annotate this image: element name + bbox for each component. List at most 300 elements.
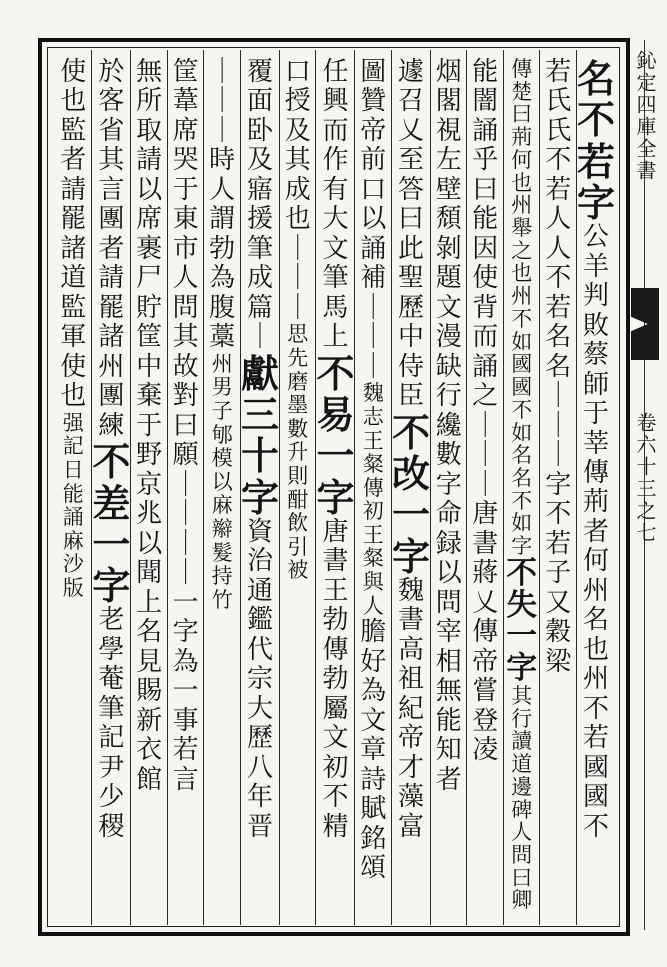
column-segment: [247, 518, 273, 842]
glyph: 勃: [209, 233, 236, 264]
glyph: 問: [511, 843, 533, 868]
glyph: ｜: [545, 410, 572, 441]
glyph: 言: [172, 764, 199, 795]
glyph: 子: [545, 558, 572, 589]
glyph: 志: [362, 404, 384, 429]
glyph: 貯: [136, 292, 163, 323]
glyph: 乂: [397, 115, 424, 146]
glyph: 梁: [545, 646, 572, 677]
glyph: 其: [284, 145, 311, 176]
glyph: 男: [211, 375, 233, 400]
glyph: 傳: [362, 475, 384, 500]
glyph: 不: [92, 439, 131, 485]
glyph: 磨: [287, 369, 309, 394]
glyph: 失: [506, 586, 538, 623]
glyph: ｜: [360, 292, 387, 323]
glyph: 缺: [435, 351, 462, 382]
text-column: [539, 50, 576, 925]
glyph: 傳: [472, 617, 499, 648]
glyph: 不: [391, 409, 430, 455]
column-segment: [287, 323, 308, 583]
glyph: 字: [92, 563, 131, 609]
glyph: ｜: [284, 263, 311, 294]
column-segment: [545, 58, 571, 677]
page-gutter: [631, 40, 659, 930]
glyph: 何: [582, 546, 609, 577]
glyph: 因: [472, 233, 499, 264]
glyph: 州: [582, 575, 609, 606]
glyph: 遽: [397, 57, 424, 87]
glyph: 膽: [360, 617, 387, 648]
glyph: 年: [246, 782, 273, 813]
glyph: 邊: [511, 774, 533, 799]
glyph: 州: [511, 284, 533, 309]
glyph: 名: [576, 56, 615, 101]
glyph: 一: [506, 618, 538, 655]
column-segment: [316, 350, 355, 520]
column-segment: [247, 58, 273, 353]
glyph: 不: [511, 488, 533, 513]
glyph: 模: [211, 446, 233, 471]
glyph: 召: [397, 86, 424, 117]
text-columns: [55, 50, 615, 925]
glyph: 頌: [360, 853, 387, 884]
glyph: 章: [360, 735, 387, 766]
glyph: 版: [62, 575, 84, 600]
glyph: 行: [511, 706, 533, 731]
text-column: [240, 50, 279, 925]
glyph: 團: [98, 381, 125, 412]
glyph: 左: [435, 145, 462, 176]
glyph: 人: [209, 174, 236, 205]
glyph: 者: [435, 764, 462, 795]
glyph: 為: [360, 676, 387, 707]
glyph: 不: [545, 263, 572, 294]
glyph: 面: [246, 86, 273, 117]
glyph: 引: [287, 534, 309, 559]
glyph: 賜: [136, 676, 163, 707]
glyph: 若: [582, 723, 609, 754]
glyph: 筆: [98, 693, 125, 724]
glyph: 授: [284, 86, 311, 117]
text-column: [279, 50, 316, 925]
glyph: 名: [545, 322, 572, 353]
glyph: 寤: [246, 174, 273, 205]
glyph: 故: [172, 351, 199, 382]
glyph: 請: [98, 263, 125, 294]
glyph: 稷: [98, 811, 125, 842]
glyph: 請: [60, 174, 87, 205]
glyph: 祖: [397, 664, 424, 695]
glyph: 卿: [511, 888, 533, 913]
glyph: 賦: [360, 794, 387, 825]
glyph: 竹: [211, 587, 233, 612]
glyph: 州: [211, 351, 233, 376]
text-column: [391, 50, 430, 925]
glyph: 及: [284, 115, 311, 146]
glyph: 文: [322, 723, 349, 754]
glyph: ｜: [472, 440, 499, 471]
glyph: 登: [472, 705, 499, 736]
glyph: 唐: [472, 499, 499, 530]
column-segment: [360, 618, 386, 883]
glyph: 判: [582, 281, 609, 312]
glyph: 學: [98, 634, 125, 665]
glyph: 州: [582, 664, 609, 695]
glyph: 傳: [322, 634, 349, 665]
glyph: 改: [391, 451, 430, 497]
glyph: 魏: [362, 381, 384, 406]
glyph: 市: [172, 233, 199, 264]
glyph: 不: [511, 397, 533, 422]
glyph: 諸: [60, 233, 87, 264]
glyph: 上: [136, 587, 163, 618]
glyph: 烟: [435, 57, 462, 87]
glyph: 名: [136, 617, 163, 648]
glyph: 字: [240, 474, 279, 520]
glyph: 代: [246, 634, 273, 665]
glyph: 易: [316, 392, 355, 438]
glyph: 歷: [397, 292, 424, 323]
glyph: 補: [360, 263, 387, 294]
glyph: 墨: [287, 393, 309, 418]
text-column: [203, 50, 240, 925]
glyph: 乂: [472, 587, 499, 618]
glyph: 道: [60, 263, 87, 294]
column-segment: [398, 577, 424, 842]
glyph: 此: [397, 233, 424, 264]
glyph: 事: [172, 705, 199, 736]
glyph: 初: [322, 752, 349, 783]
glyph: 日: [62, 458, 84, 482]
glyph: 為: [172, 646, 199, 677]
fold-mark-icon: [631, 288, 659, 360]
glyph: 行: [435, 381, 462, 412]
glyph: 氏: [545, 86, 572, 117]
glyph: 于: [136, 410, 163, 441]
glyph: ｜: [209, 115, 236, 146]
column-segment: [98, 58, 124, 441]
text-column: [91, 50, 130, 925]
glyph: 三: [240, 392, 279, 438]
text-column: [55, 50, 91, 925]
column-segment: [511, 58, 532, 558]
glyph: 團: [98, 204, 125, 235]
glyph: 升: [287, 440, 309, 465]
glyph: ｜: [360, 351, 387, 382]
glyph: ｜: [284, 292, 311, 323]
glyph: 言: [98, 174, 125, 205]
glyph: 客: [98, 86, 125, 117]
glyph: 羊: [582, 251, 609, 282]
glyph: 馬: [322, 292, 349, 323]
glyph: 紀: [397, 693, 424, 724]
glyph: 敗: [582, 310, 609, 341]
glyph: 聖: [397, 263, 424, 294]
glyph: 闇: [472, 86, 499, 117]
glyph: 子: [211, 399, 233, 424]
glyph: 鑑: [246, 605, 273, 636]
glyph: 篇: [246, 292, 273, 323]
glyph: 覆: [246, 57, 273, 87]
glyph: 誦: [472, 115, 499, 146]
glyph: 公: [582, 222, 609, 253]
glyph: ｜: [172, 469, 199, 500]
glyph: 監: [60, 115, 87, 146]
glyph: 嘗: [472, 676, 499, 707]
glyph: 尹: [98, 752, 125, 783]
glyph: ｜: [172, 558, 199, 589]
glyph: 以: [136, 174, 163, 205]
glyph: 以: [211, 469, 233, 494]
glyph: 帝: [360, 115, 387, 146]
glyph: 粲: [362, 452, 384, 477]
glyph: 纔: [435, 410, 462, 441]
column-segment: [436, 58, 462, 795]
glyph: 字: [576, 179, 615, 225]
glyph: 州: [98, 351, 125, 382]
column-segment: [63, 412, 84, 601]
glyph: 人: [362, 593, 384, 618]
glyph: 對: [172, 381, 199, 412]
glyph: 背: [472, 292, 499, 323]
glyph: 大: [246, 693, 273, 724]
glyph: 腹: [209, 292, 236, 323]
glyph: 也: [60, 381, 87, 412]
glyph: 之: [511, 238, 533, 263]
glyph: 如: [511, 511, 533, 536]
column-segment: [506, 554, 538, 687]
glyph: 席: [136, 204, 163, 235]
glyph: 及: [246, 145, 273, 176]
glyph: 若: [545, 528, 572, 559]
gutter-book-title: 鈊定四庫全書: [633, 50, 657, 182]
glyph: 荊: [511, 125, 533, 150]
glyph: ｜: [284, 233, 311, 264]
glyph: 監: [60, 292, 87, 323]
glyph: 尸: [136, 263, 163, 294]
glyph: ｜: [545, 381, 572, 412]
glyph: 文: [360, 705, 387, 736]
glyph: 强: [62, 410, 84, 435]
glyph: 精: [322, 811, 349, 842]
text-column: [503, 50, 540, 925]
glyph: 之: [472, 381, 499, 412]
glyph: 字: [435, 469, 462, 500]
text-column: [430, 50, 467, 925]
glyph: 文: [322, 233, 349, 264]
column-segment: [322, 58, 348, 353]
glyph: ｜: [360, 322, 387, 353]
glyph: 高: [397, 634, 424, 665]
glyph: 使: [60, 351, 87, 382]
glyph: 不: [511, 306, 533, 331]
glyph: 人: [511, 820, 533, 845]
glyph: 一: [316, 433, 355, 479]
text-column: [315, 50, 354, 925]
glyph: 能: [435, 705, 462, 736]
glyph: 侍: [397, 351, 424, 382]
glyph: ｜: [209, 86, 236, 117]
glyph: 其: [511, 684, 533, 708]
column-segment: [363, 382, 384, 618]
glyph: 問: [172, 292, 199, 323]
column-segment: [583, 223, 609, 842]
glyph: 葦: [172, 86, 199, 117]
glyph: 王: [362, 428, 384, 453]
glyph: 問: [435, 587, 462, 618]
glyph: 十: [240, 433, 279, 479]
glyph: 詩: [360, 764, 387, 795]
glyph: 菴: [98, 664, 125, 695]
glyph: 使: [60, 57, 87, 87]
glyph: 記: [62, 434, 84, 459]
column-segment: [398, 58, 424, 412]
glyph: 名: [511, 465, 533, 490]
column-segment: [285, 58, 311, 323]
column-segment: [391, 409, 430, 579]
glyph: 宰: [435, 617, 462, 648]
glyph: 無: [136, 57, 163, 87]
glyph: 頹: [435, 204, 462, 235]
glyph: ｜: [545, 440, 572, 471]
glyph: 席: [172, 115, 199, 146]
glyph: 而: [322, 115, 349, 146]
glyph: 省: [98, 115, 125, 146]
glyph: 取: [136, 115, 163, 146]
glyph: 初: [362, 499, 384, 524]
glyph: 者: [582, 516, 609, 547]
glyph: 名: [545, 351, 572, 382]
glyph: 不: [506, 554, 538, 591]
column-segment: [212, 353, 233, 613]
glyph: 上: [322, 322, 349, 353]
glyph: 人: [172, 263, 199, 294]
glyph: 不: [322, 782, 349, 813]
glyph: 館: [136, 764, 163, 795]
glyph: 援: [246, 204, 273, 235]
column-segment: [511, 685, 532, 912]
glyph: 兆: [136, 499, 163, 530]
glyph: 乎: [472, 145, 499, 176]
glyph: 臣: [397, 381, 424, 412]
glyph: 郇: [211, 422, 233, 447]
glyph: 練: [98, 410, 125, 441]
glyph: 文: [435, 292, 462, 323]
glyph: 題: [435, 263, 462, 294]
glyph: ｜: [472, 469, 499, 500]
glyph: 一: [391, 492, 430, 538]
glyph: 何: [511, 147, 533, 172]
glyph: 獻: [240, 350, 279, 396]
column-segment: [92, 439, 131, 609]
glyph: 不: [576, 97, 615, 143]
glyph: 書: [472, 528, 499, 559]
glyph: 曰: [472, 174, 499, 205]
glyph: 贊: [360, 86, 387, 117]
glyph: 莘: [582, 428, 609, 459]
glyph: 罷: [60, 204, 87, 235]
glyph: 富: [397, 811, 424, 842]
glyph: 以: [360, 204, 387, 235]
glyph: 州: [511, 193, 533, 218]
glyph: 不: [316, 350, 355, 396]
glyph: 舉: [511, 216, 533, 241]
glyph: 道: [511, 752, 533, 777]
glyph: 見: [136, 646, 163, 677]
glyph: 字: [172, 617, 199, 648]
glyph: 中: [136, 351, 163, 382]
glyph: 有: [322, 174, 349, 205]
glyph: 治: [246, 546, 273, 577]
glyph: 也: [511, 261, 533, 286]
glyph: 沙: [62, 552, 84, 577]
glyph: 卧: [246, 115, 273, 146]
glyph: 裹: [136, 233, 163, 264]
text-column: [354, 50, 391, 925]
glyph: 時: [209, 145, 236, 176]
glyph: 為: [209, 263, 236, 294]
glyph: 諸: [98, 322, 125, 353]
glyph: 記: [98, 723, 125, 754]
column-segment: [360, 58, 386, 382]
glyph: 也: [511, 170, 533, 195]
glyph: 曰: [511, 865, 533, 890]
glyph: 又: [545, 587, 572, 618]
glyph: 碑: [511, 797, 533, 822]
glyph: 八: [246, 752, 273, 783]
glyph: 則: [287, 463, 309, 488]
glyph: 資: [246, 516, 273, 547]
glyph: 至: [397, 145, 424, 176]
glyph: 願: [172, 440, 199, 471]
glyph: 誦: [472, 351, 499, 382]
glyph: 數: [435, 440, 462, 471]
column-segment: [173, 58, 199, 795]
glyph: 京: [136, 469, 163, 500]
glyph: 曰: [172, 410, 199, 441]
glyph: 者: [60, 145, 87, 176]
glyph: 國: [582, 752, 609, 783]
glyph: 口: [360, 174, 387, 205]
glyph: 人: [545, 233, 572, 264]
glyph: 辮: [211, 517, 233, 541]
glyph: 如: [511, 420, 533, 445]
glyph: 剝: [435, 233, 462, 264]
glyph: 飲: [287, 511, 309, 536]
glyph: ｜: [209, 57, 236, 87]
glyph: 若: [545, 292, 572, 323]
glyph: 好: [360, 646, 387, 677]
glyph: 以: [136, 528, 163, 559]
glyph: 衣: [136, 735, 163, 766]
glyph: 屬: [322, 693, 349, 724]
glyph: 讀: [511, 729, 533, 754]
glyph: 誦: [360, 233, 387, 264]
glyph: 藻: [397, 782, 424, 813]
glyph: 相: [435, 646, 462, 677]
text-column: [466, 50, 503, 925]
text-column: [576, 50, 615, 925]
glyph: 唐: [322, 516, 349, 547]
glyph: 先: [287, 345, 309, 370]
glyph: 能: [472, 204, 499, 235]
glyph: 字: [316, 474, 355, 520]
glyph: ｜: [172, 499, 199, 530]
glyph: 字: [545, 469, 572, 500]
column-segment: [98, 606, 124, 842]
glyph: 筐: [136, 322, 163, 353]
